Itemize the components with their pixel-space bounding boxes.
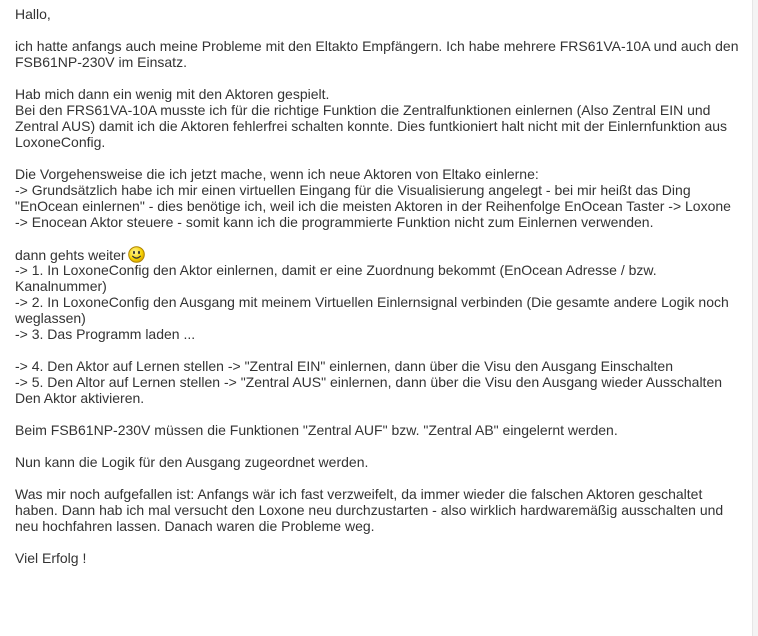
closing-text: Viel Erfolg ! [15, 550, 87, 566]
paragraph-line: -> 4. Den Aktor auf Lernen stellen -> "Zentral EIN" einlernen, dann über die Visu den Ausgang Einschalten [15, 358, 673, 374]
paragraph-line: -> 2. In LoxoneConfig den Ausgang mit meinem Virtuellen Einlernsignal verbinden (Die gesamte andere Logik noch [15, 294, 729, 310]
paragraph-line: Nun kann die Logik für den Ausgang zugeordnet werden. [15, 454, 369, 470]
post-body [15, 6, 751, 566]
paragraph-line: Kanalnummer) [15, 278, 107, 294]
smiley-icon [128, 246, 145, 263]
paragraph-line: haben. Dann hab ich mal versucht den Loxone neu durchzustarten - also wirklich hardwaremäßig ausschalten und [15, 502, 724, 518]
paragraph-line: Den Aktor aktivieren. [15, 390, 145, 406]
paragraph-line: neu hochfahren lassen. Danach waren die Probleme weg. [15, 518, 375, 534]
paragraph-line: "EnOcean einlernen" - dies benötige ich, weil ich die meisten Aktoren in der Reihenfolge EnOcean Taster -> Loxone [15, 198, 731, 214]
paragraph-line: Bei den FRS61VA-10A musste ich für die richtige Funktion die Zentralfunktionen einlernen (Also Zentral EIN und [15, 102, 711, 118]
paragraph-line [15, 246, 751, 262]
greeting-text: Hallo, [15, 6, 51, 22]
paragraph-line: Zentral AUS) damit ich die Aktoren fehlerfrei schalten konnte. Dies funtkioniert halt nicht mit der Einlernfunktion aus [15, 118, 728, 134]
paragraph-line: -> Enocean Aktor steuere - somit kann ich die programmierte Funktion nicht zum Einlernen verwenden. [15, 214, 654, 230]
paragraph-line: ich hatte anfangs auch meine Probleme mit den Eltakto Empfängern. Ich habe mehrere FRS61VA-10A und auch den [15, 38, 739, 54]
paragraph-line: -> 3. Das Programm laden ... [15, 326, 196, 342]
paragraph-line: Beim FSB61NP-230V müssen die Funktionen "Zentral AUF" bzw. "Zentral AB" eingelernt werden. [15, 422, 618, 438]
paragraph-line: -> Grundsätzlich habe ich mir einen virtuellen Eingang für die Visualisierung angelegt - bei mir heißt das Ding [15, 182, 691, 198]
paragraph-line: Die Vorgehensweise die ich jetzt mache, wenn ich neue Aktoren von Eltako einlerne: [15, 166, 539, 182]
paragraph-line: Hab mich dann ein wenig mit den Aktoren gespielt. [15, 86, 330, 102]
paragraph-line: Was mir noch aufgefallen ist: Anfangs wär ich fast verzweifelt, da immer wieder die falschen Aktoren geschaltet [15, 486, 703, 502]
steps-intro-text: dann gehts weiter [15, 247, 126, 263]
paragraph-line: -> 1. In LoxoneConfig den Aktor einlernen, damit er eine Zuordnung bekommt (EnOcean Adresse / bzw. [15, 262, 657, 278]
paragraph-line: LoxoneConfig. [15, 134, 106, 150]
paragraph-line: -> 5. Den Altor auf Lernen stellen -> "Zentral AUS" einlernen, dann über die Visu den Ausgang wieder Ausschalten [15, 374, 723, 390]
paragraph-line: weglassen) [15, 310, 86, 326]
paragraph-line: FSB61NP-230V im Einsatz. [15, 54, 187, 70]
